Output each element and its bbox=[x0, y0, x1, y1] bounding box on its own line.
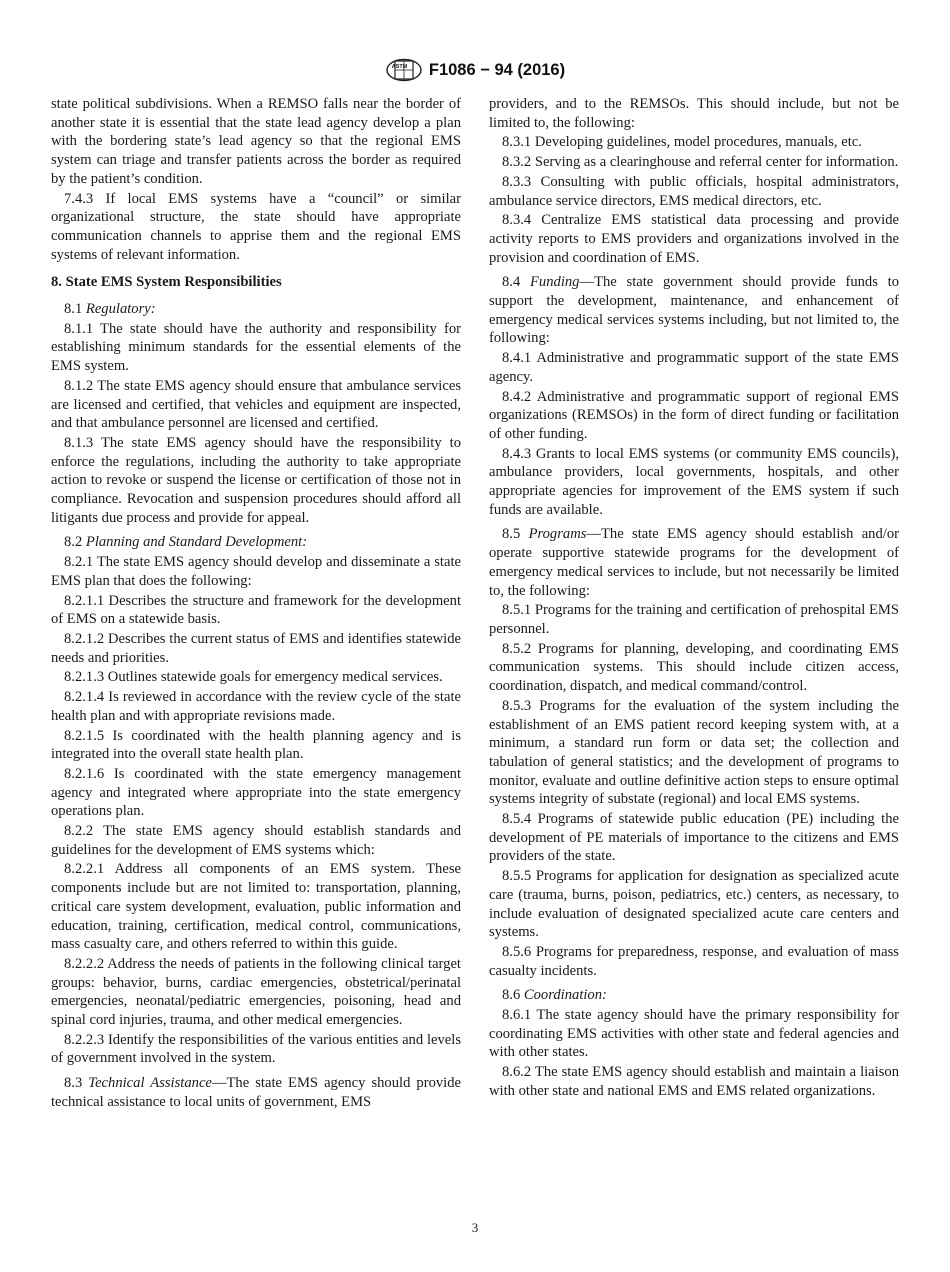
paragraph-text: 8.5.1 Programs for the training and certification of prehospital EMS personnel. bbox=[489, 602, 899, 637]
clause-number: 8.3 bbox=[64, 1075, 83, 1092]
left-column bbox=[51, 95, 461, 1113]
section-heading: 8. State EMS System Responsibilities bbox=[51, 274, 282, 291]
paragraph bbox=[489, 95, 899, 132]
clause-number: 8.1 bbox=[64, 301, 83, 318]
paragraph-text: 8.4.3 Grants to local EMS systems (or community EMS councils), ambulance providers, local governments, hospitals, and other appropriate agencies for improvement of the EMS system if such funds are available. bbox=[489, 445, 899, 518]
paragraph-text: 8.1.3 The state EMS agency should have the responsibility to enforce the regulations, including the authority to take appropriate action to revoke or suspend the license or certification of those not in compliance. Revocation and suspension procedures should afford all litigants due process and provide for appeal. bbox=[51, 434, 461, 526]
paragraph-text: 8.2.1.5 Is coordinated with the health planning agency and is integrated into the overall state health plan. bbox=[51, 727, 461, 763]
paragraph-text: 8.4.1 Administrative and programmatic support of the state EMS agency. bbox=[489, 350, 899, 385]
paragraph bbox=[51, 727, 461, 764]
paragraph-text: 8.5.5 Programs for application for designation as specialized acute care (trauma, burns, poison, pediatrics, etc.) centers, as necessary, to include evaluation of designated specialized acute care centers and systems. bbox=[489, 868, 899, 941]
clause-title: Coordination: bbox=[523, 987, 607, 1004]
paragraph bbox=[489, 133, 899, 152]
paragraph bbox=[489, 810, 899, 866]
paragraph bbox=[489, 943, 899, 980]
paragraph bbox=[51, 822, 461, 859]
paragraph bbox=[51, 377, 461, 433]
clause-title: Technical Assistance bbox=[88, 1075, 212, 1092]
document-designation: F1086 − 94 (2016) bbox=[428, 60, 566, 79]
paragraph bbox=[51, 300, 461, 319]
paragraph-text: 8.1.2 The state EMS agency should ensure that ambulance services are licensed and certified, that vehicles and equipment are inspected, and that ambulance personnel are licensed and certified. bbox=[51, 377, 461, 432]
paragraph bbox=[489, 273, 899, 348]
paragraph-text: 8.2.1.6 Is coordinated with the state emergency management agency and integrated where appropriate into the state emergency operations plan. bbox=[51, 765, 461, 820]
paragraph bbox=[51, 553, 461, 590]
clause-number: 8.2 bbox=[64, 534, 83, 551]
paragraph-text: state political subdivisions. When a REMSO falls near the border of another state it is essential that the state lead agency develop a plan with the bordering state’s lead agency so that the regional EMS system can triage and transfer patients across the border as required by the patient’s condition. bbox=[51, 96, 461, 187]
clause-title: Planning and Standard Development: bbox=[85, 534, 308, 551]
paragraph-text: 8.2.1 The state EMS agency should develop and disseminate a state EMS plan that does the following: bbox=[51, 554, 461, 589]
paragraph-text: 8.5.3 Programs for the evaluation of the system including the establishment of an EMS patient record keeping system with, at a minimum, a standard run form or data set; the collection and tabulation of general statistics; and the development of programs to monitor, evaluate and outline definitive action steps to ensure optimal systems integrity of substate (regional) and local EMS systems. bbox=[489, 697, 899, 808]
paragraph bbox=[51, 533, 461, 552]
paragraph bbox=[489, 640, 899, 696]
paragraph bbox=[489, 153, 899, 172]
paragraph-text: 8.2.1.4 Is reviewed in accordance with the review cycle of the state health plan and with appropriate revisions made. bbox=[51, 689, 461, 724]
paragraph-text: —The state EMS agency should establish and/or operate supportive statewide programs for the development of emergency medical services to include, but not necessarily be limited to, the following: bbox=[489, 526, 899, 599]
paragraph bbox=[51, 688, 461, 725]
astm-logo bbox=[385, 58, 423, 82]
clause-title: Programs bbox=[528, 526, 587, 543]
paragraph-text: 8.2.1.3 Outlines statewide goals for emergency medical services. bbox=[64, 669, 443, 686]
paragraph-text: providers, and to the REMSOs. This should include, but not be limited to, the following: bbox=[489, 96, 899, 131]
paragraph bbox=[51, 955, 461, 1030]
paragraph bbox=[489, 697, 899, 809]
paragraph-text: 8.3.4 Centralize EMS statistical data processing and provide activity reports to EMS providers and organizations involved in the provision and coordination of EMS. bbox=[489, 212, 899, 266]
paragraph bbox=[489, 1063, 899, 1100]
paragraph bbox=[489, 211, 899, 267]
paragraph bbox=[489, 1006, 899, 1062]
paragraph-text: 7.4.3 If local EMS systems have a “council” or similar organizational structure, the state should have appropriate communication channels to apprise them and the regional EMS systems of relevant information. bbox=[51, 190, 461, 263]
page-header bbox=[0, 58, 950, 82]
paragraph bbox=[51, 765, 461, 821]
paragraph-text: 8.3.1 Developing guidelines, model procedures, manuals, etc. bbox=[502, 134, 862, 151]
paragraph bbox=[51, 592, 461, 629]
paragraph-text: 8.2.1.2 Describes the current status of EMS and identifies statewide needs and priorities. bbox=[51, 630, 461, 666]
paragraph bbox=[51, 860, 461, 954]
paragraph-text: 8.5.2 Programs for planning, developing, and coordinating EMS communication systems. This should include citizen access, coordination, dispatch, and medical command/control. bbox=[489, 640, 899, 695]
paragraph-text: 8.2.2.3 Identify the responsibilities of the various entities and levels of government involved in the system. bbox=[51, 1031, 461, 1067]
paragraph-text: 8.6.1 The state agency should have the primary responsibility for coordinating EMS activities with other state and federal agencies and with other states. bbox=[489, 1007, 899, 1061]
clause-number: 8.6 bbox=[502, 987, 521, 1004]
clause-number: 8.5 bbox=[502, 526, 521, 543]
paragraph-text: 8.3.2 Serving as a clearinghouse and referral center for information. bbox=[502, 154, 899, 171]
paragraph bbox=[51, 95, 461, 189]
paragraph bbox=[51, 668, 461, 687]
paragraph bbox=[51, 434, 461, 528]
paragraph-text: 8.4.2 Administrative and programmatic support of regional EMS organizations (REMSOs) in the form of direct funding or facilitation of other funding. bbox=[489, 388, 899, 442]
paragraph bbox=[489, 601, 899, 638]
paragraph bbox=[51, 1031, 461, 1068]
paragraph bbox=[489, 525, 899, 600]
clause-title: Funding bbox=[530, 274, 580, 291]
right-column bbox=[489, 95, 899, 1102]
paragraph bbox=[51, 630, 461, 667]
paragraph bbox=[51, 320, 461, 376]
paragraph-text: 8.5.4 Programs of statewide public education (PE) including the development of PE materials of importance to the citizens and EMS providers of the state. bbox=[489, 811, 899, 865]
paragraph-text: 8.1.1 The state should have the authority and responsibility for establishing minimum standards for the essential elements of the EMS system. bbox=[51, 320, 461, 375]
paragraph-text: 8.3.3 Consulting with public officials, hospital administrators, ambulance service directors, EMS medical directors, etc. bbox=[489, 173, 899, 209]
clause-title: Regulatory: bbox=[85, 301, 156, 318]
page-number: 3 bbox=[471, 1220, 479, 1235]
paragraph-text: 8.5.6 Programs for preparedness, response, and evaluation of mass casualty incidents. bbox=[489, 943, 899, 979]
paragraph bbox=[51, 190, 461, 265]
paragraph-text: 8.2.2.2 Address the needs of patients in the following clinical target groups: behavior, burns, cardiac emergencies, obstetrical/perinatal emergencies, neonatal/pediatric emergencies, poisoning, head and spinal cord injuries, trauma, and other medical emergencies. bbox=[51, 955, 461, 1029]
paragraph bbox=[489, 986, 899, 1005]
paragraph-text: 8.2.2.1 Address all components of an EMS system. These components include but are not limited to: transportation, planning, critical care system development, evaluation, public information and education, training, certification, medical control, communications, mass casualty care, and others referred to within this guide. bbox=[51, 861, 461, 953]
paragraph bbox=[489, 349, 899, 386]
paragraph bbox=[51, 1074, 461, 1111]
paragraph-text: 8.2.2 The state EMS agency should establish standards and guidelines for the development of EMS systems which: bbox=[51, 823, 461, 858]
logo-lettering: ASTM bbox=[391, 64, 408, 70]
paragraph bbox=[489, 173, 899, 210]
paragraph-text: 8.6.2 The state EMS agency should establish and maintain a liaison with other state and national EMS and EMS related organizations. bbox=[489, 1064, 899, 1099]
paragraph bbox=[489, 388, 899, 444]
paragraph bbox=[489, 445, 899, 520]
paragraph-text: —The state EMS agency should provide technical assistance to local units of government, EMS bbox=[51, 1075, 461, 1110]
paragraph bbox=[489, 867, 899, 942]
paragraph-text: —The state government should provide funds to support the development, maintenance, and enhancement of emergency medical services systems including, but not limited to, the following: bbox=[489, 274, 900, 347]
clause-number: 8.4 bbox=[502, 274, 521, 291]
paragraph-text: 8.2.1.1 Describes the structure and framework for the development of EMS on a statewide basis. bbox=[51, 592, 461, 628]
